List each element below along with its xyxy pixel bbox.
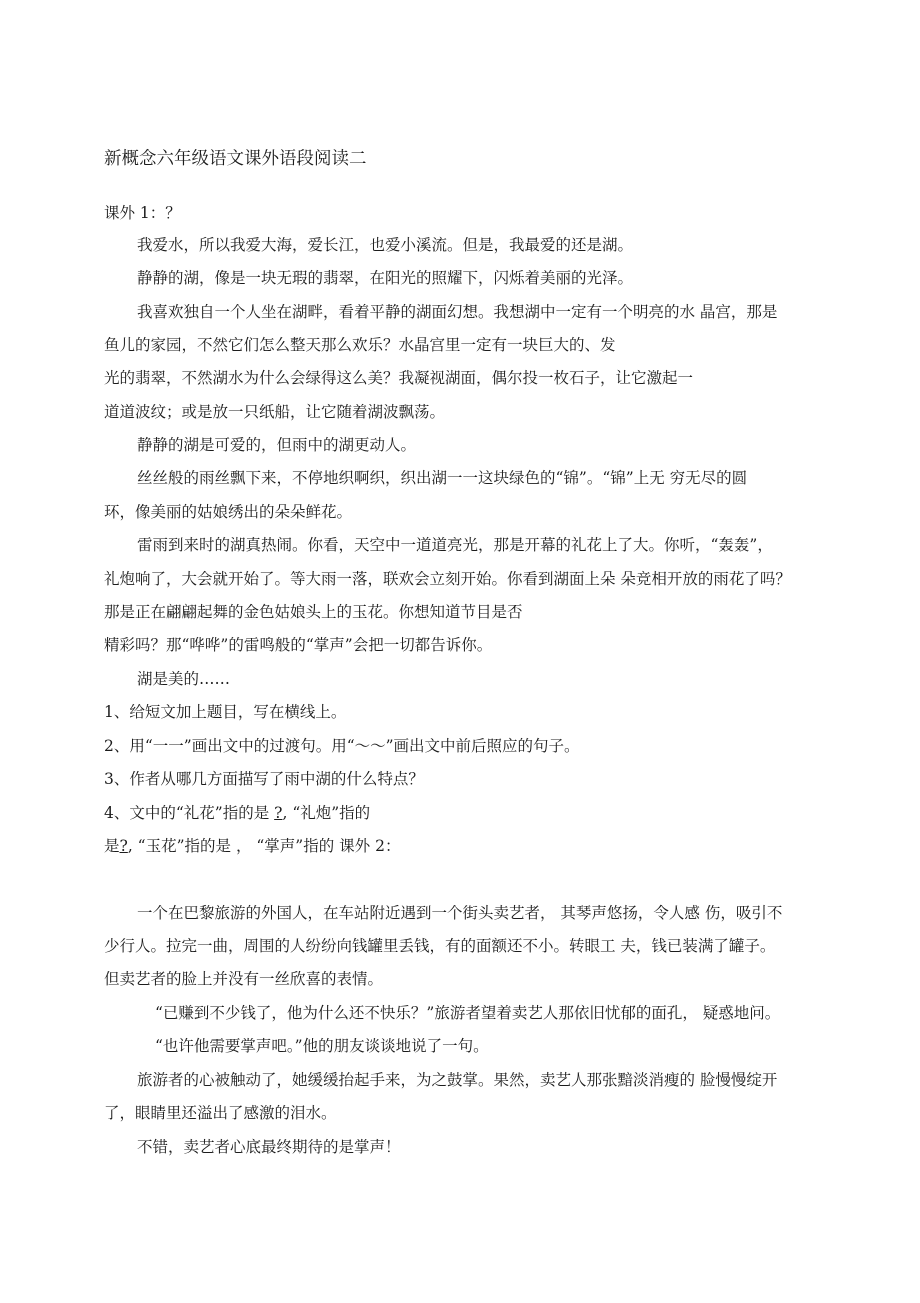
passage1-line: 我喜欢独自一个人坐在湖畔，看着平静的湖面幻想。我想湖中一定有一个明亮的水 晶宫，那是 xyxy=(137,303,778,321)
passage1-line: 静静的湖是可爱的，但雨中的湖更动人。 xyxy=(137,436,417,454)
passage2-line: 不错，卖艺者心底最终期待的是掌声！ xyxy=(137,1138,401,1156)
question-4-text: , “礼炮”指的 xyxy=(282,804,371,822)
passage2-line: 但卖艺者的脸上并没有一丝欣喜的表情。 xyxy=(104,970,384,988)
passage1-line: 道道波纹；或是放一只纸船，让它随着湖波飘荡。 xyxy=(104,403,446,421)
question-3: 3、作者从哪几方面描写了雨中湖的什么特点？ xyxy=(104,770,424,788)
question-4-blank: ? xyxy=(274,804,283,822)
passage1-line: 湖是美的…… xyxy=(137,670,231,688)
question-4-blank: ? xyxy=(119,837,128,855)
passage2-line: 旅游者的心被触动了，她缓缓抬起手来，为之鼓掌。果然，卖艺人那张黯淡消瘦的 脸慢慢绽开 xyxy=(137,1071,778,1089)
passage2-line: 一个在巴黎旅游的外国人，在车站附近遇到一个街头卖艺者， 其琴声悠扬，令人感 伤，吸引不 xyxy=(137,904,783,922)
question-4-continued xyxy=(104,836,400,856)
passage1-line: 精彩吗？那“哗哗”的雷鸣般的“掌声”会把一切都告诉你。 xyxy=(104,636,493,654)
document-title: 新概念六年级语文课外语段阅读二 xyxy=(104,149,367,169)
passage1-line: 光的翡翠，不然湖水为什么会绿得这么美？我凝视湖面，偶尔投一枚石子，让它激起一 xyxy=(104,369,694,387)
passage1-line: 环，像美丽的姑娘绣出的朵朵鲜花。 xyxy=(104,503,353,521)
passage1-line: 丝丝般的雨丝飘下来，不停地织啊织，织出湖一一这块绿色的“锦”。“锦”上无 穷无尽的圆 xyxy=(137,469,748,487)
passage1-line: 那是正在翩翩起舞的金色姑娘头上的玉花。你想知道节目是否 xyxy=(104,603,523,621)
question-4-text: , “玉花”指的是 ， “掌声”指的 课外 2： xyxy=(127,837,401,855)
passage1-line: 静静的湖，像是一块无瑕的翡翠，在阳光的照耀下，闪烁着美丽的光泽。 xyxy=(137,269,634,287)
question-1: 1、给短文加上题目，写在横线上。 xyxy=(104,703,347,721)
passage1-line: 我爱水，所以我爱大海，爱长江，也爱小溪流。但是，我最爱的还是湖。 xyxy=(137,236,634,254)
passage1-line: 礼炮响了，大会就开始了。等大雨一落，联欢会立刻开始。你看到湖面上朵 朵竞相开放的雨花了吗？ xyxy=(104,570,791,588)
question-4-text: 是 xyxy=(104,837,120,855)
passage1-line: 鱼儿的家园，不然它们怎么整天那么欢乐？水晶宫里一定有一块巨大的、发 xyxy=(104,336,616,354)
passage2-line: 少行人。拉完一曲，周围的人纷纷向钱罐里丢钱，有的面额还不小。转眼工 夫，钱已装满了罐子。 xyxy=(104,937,776,955)
question-2: 2、用“一一”画出文中的过渡句。用“～～”画出文中前后照应的句子。 xyxy=(104,737,580,755)
passage1-heading: 课外 1：？ xyxy=(104,204,181,222)
passage1-line: 雷雨到来时的湖真热闹。你看，天空中一道道亮光，那是开幕的礼花上了大。你听，“轰轰”， xyxy=(137,536,773,554)
question-4 xyxy=(104,803,370,823)
question-4-text: 4、文中的“礼花”指的是 xyxy=(104,804,270,822)
passage2-line: 了，眼睛里还溢出了感激的泪水。 xyxy=(104,1104,337,1122)
passage2-line: “也许他需要掌声吧。”他的朋友谈谈地说了一句。 xyxy=(155,1037,489,1055)
passage2-line: “已赚到不少钱了，他为什么还不快乐？”旅游者望着卖艺人那依旧忧郁的面孔， 疑惑地问。 xyxy=(155,1004,781,1022)
